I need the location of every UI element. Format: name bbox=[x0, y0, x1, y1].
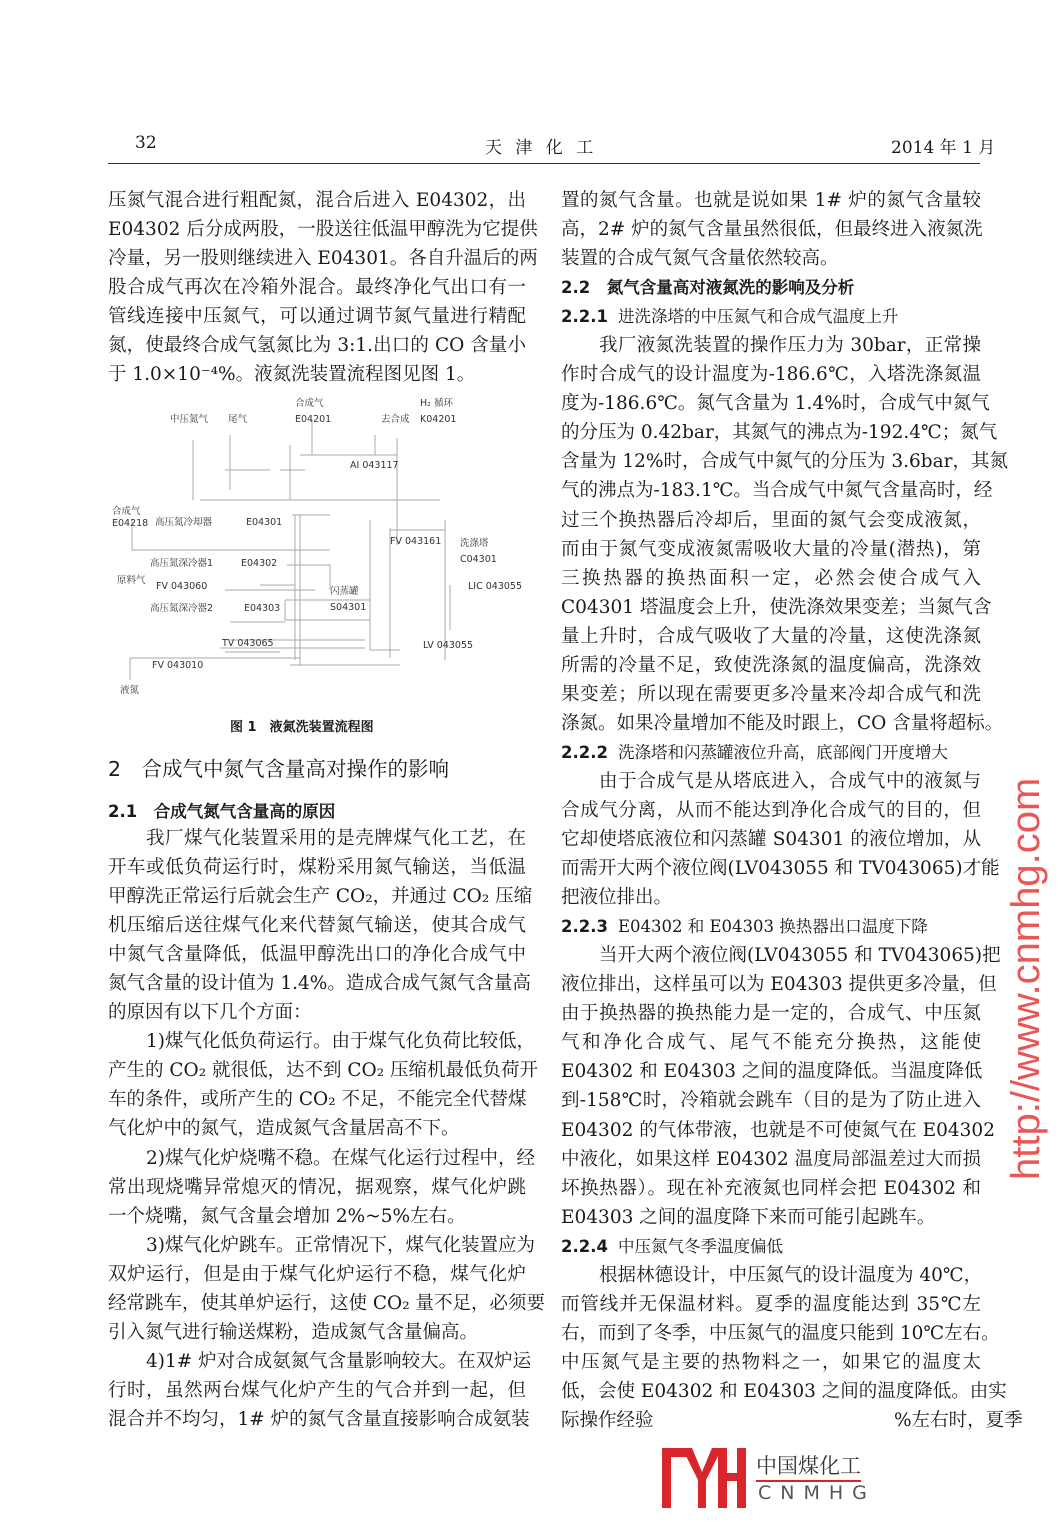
subsection-number: 2.2.4 bbox=[561, 1236, 608, 1256]
text-line: 把液位排出。 bbox=[561, 887, 673, 909]
right-column bbox=[561, 186, 1023, 1435]
text-line: 而由于氮气变成液氮需吸收大量的冷量(潜热)，第 bbox=[561, 538, 981, 560]
diagram-label: FV 043060 bbox=[156, 581, 208, 592]
text-line: 1)煤气化低负荷运行。由于煤气化负荷比较低， bbox=[146, 1031, 535, 1053]
logo-text-en: CNMHG bbox=[758, 1482, 876, 1504]
diagram-label: 原料气 bbox=[117, 575, 146, 586]
section-2-1-title: 2.1 合成气氮气含量高的原因 bbox=[108, 802, 336, 821]
subsection-title: 进洗涤塔的中压氮气和合成气温度上升 bbox=[617, 307, 899, 327]
diagram-label: 合成气 bbox=[295, 398, 324, 409]
text-line: 氮气含量的设计值为 1.4%。造成合成气氮气含量高 bbox=[108, 973, 531, 995]
text-line: 所需的冷量不足，致使洗涤氮的温度偏高，洗涤效 bbox=[561, 654, 981, 676]
header-rule bbox=[108, 163, 980, 164]
text-line: 中氮气含量降低，低温甲醇洗出口的净化合成气中 bbox=[108, 944, 526, 966]
subsection-heading bbox=[561, 1232, 981, 1261]
text-line: 产生的 CO₂ 就很低，达不到 CO₂ 压缩机最低负荷开 bbox=[108, 1060, 539, 1082]
diagram-label: LIC 043055 bbox=[468, 581, 523, 592]
text-line: 当开大两个液位阀(LV043055 和 TV043065)把 bbox=[599, 945, 1001, 967]
text-line: 合成气分离，从而不能达到净化合成气的目的，但 bbox=[561, 799, 981, 821]
text-line: 于 1.0×10⁻⁴%。液氮洗装置流程图见图 1。 bbox=[108, 364, 476, 386]
text-line: 我厂煤气化装置采用的是壳牌煤气化工艺，在 bbox=[146, 828, 526, 849]
text-line: 管线连接中压氮气，可以通过调节氮气量进行精配 bbox=[108, 306, 526, 328]
text-line: 右，而到了冬季，中压氮气的温度只能到 10℃左右。 bbox=[561, 1322, 1000, 1344]
text-line: 机压缩后送往煤气化来代替氮气输送，使其合成气 bbox=[108, 915, 526, 937]
subsection-heading: 2.2 氮气含量高对液氮洗的影响及分析 bbox=[561, 278, 855, 298]
diagram-label: 中压氮气 bbox=[170, 414, 209, 425]
diagram-label: FV 043010 bbox=[152, 660, 204, 671]
diagram-label: S04301 bbox=[330, 602, 367, 613]
text-line: 置的氮气含量。也就是说如果 1# 炉的氮气含量较 bbox=[561, 190, 981, 211]
diagram-label: E04302 bbox=[241, 558, 278, 569]
diagram-label: FV 043161 bbox=[390, 536, 442, 547]
subsection-title: E04302 和 E04303 换热器出口温度下降 bbox=[617, 917, 928, 937]
left-column-body bbox=[108, 824, 546, 1434]
left-column-top bbox=[108, 186, 538, 389]
diagram-label: H₂ 循环 bbox=[420, 398, 453, 409]
text-line: 低，会使 E04302 和 E04303 之间的温度降低。由实 bbox=[561, 1380, 1007, 1402]
diagram-label: E04218 bbox=[112, 518, 149, 529]
diagram-label: E04303 bbox=[244, 603, 281, 614]
text-line: E04303 之间的温度降下来而可能引起跳车。 bbox=[561, 1206, 936, 1228]
text-line: 行时，虽然两台煤气化炉产生的气合并到一起，但 bbox=[108, 1379, 526, 1401]
text-line: 三换热器的换热面积一定，必然会使合成气入 bbox=[561, 567, 981, 589]
text-line: 际操作经验 %左右时，夏季 bbox=[561, 1409, 1023, 1431]
text-line: 开车或低负荷运行时，煤粉采用氮气输送，当低温 bbox=[108, 857, 526, 879]
text-line: 作时合成气的设计温度为-186.6℃，入塔洗涤氮温 bbox=[561, 364, 981, 386]
text-line: 4)1# 炉对合成氨氮气含量影响较大。在双炉运 bbox=[146, 1350, 532, 1372]
text-line: 的分压为 0.42bar，其氮气的沸点为-192.4℃；氮气 bbox=[561, 422, 998, 444]
diagram-label: 尾气 bbox=[228, 414, 248, 425]
subsection-title: 洗涤塔和闪蒸罐液位升高，底部阀门开度增大 bbox=[617, 742, 948, 762]
diagram-label: 高压氮深冷器1 bbox=[150, 558, 214, 569]
text-line: 高，2# 炉的氮气含量虽然很低，但最终进入液氮洗 bbox=[561, 219, 983, 241]
diagram-label: 去合成 bbox=[381, 414, 410, 425]
text-line: 冷量，另一股则继续进入 E04301。各自升温后的两 bbox=[108, 248, 538, 270]
text-line: 涤氮。如果冷量增加不能及时跟上，CO 含量将超标。 bbox=[561, 712, 1004, 734]
text-line: 含量为 12%时，合成气中氮气的分压为 3.6bar，其氮 bbox=[561, 451, 1009, 473]
diagram-label: K04201 bbox=[420, 414, 457, 425]
page-number: 32 bbox=[135, 133, 157, 153]
text-line: 气化炉中的氮气，造成氮气含量居高不下。 bbox=[108, 1118, 460, 1140]
text-line: 中液化，如果这样 E04302 温度局部温差过大而损 bbox=[561, 1148, 981, 1170]
text-line: 混合并不均匀，1# 炉的氮气含量直接影响合成氨装 bbox=[108, 1408, 530, 1430]
diagram-label: 高压氮冷却器 bbox=[155, 517, 213, 528]
text-line: E04302 的气体带液，也就是不可使氮气在 E04302 bbox=[561, 1119, 995, 1141]
diagram-label: AI 043117 bbox=[350, 460, 399, 471]
watermark-url: http://www.cnmhg.com bbox=[1004, 777, 1048, 1180]
text-line: 由于换热器的换热能力是一定的，合成气、中压氮 bbox=[561, 1003, 981, 1025]
text-line: 度为-186.6℃。氮气含量为 1.4%时，合成气中氮气 bbox=[561, 393, 990, 415]
cnmhg-logo bbox=[662, 1448, 876, 1508]
text-line: 它却使塔底液位和闪蒸罐 S04301 的液位增加，从 bbox=[561, 829, 981, 851]
text-line: 而管线并无保温材料。夏季的温度能达到 35℃左 bbox=[561, 1293, 981, 1315]
text-line: E04302 后分成两股，一股送往低温甲醇洗为它提供 bbox=[108, 219, 538, 241]
logo-text-cn: 中国煤化工 bbox=[756, 1450, 861, 1482]
journal-name: 天 津 化 工 bbox=[485, 138, 598, 158]
text-line: 坏换热器）。现在补充液氮也同样会把 E04302 和 bbox=[561, 1177, 981, 1199]
text-line: 3)煤气化炉跳车。正常情况下，煤气化装置应为 bbox=[146, 1234, 535, 1256]
subsection-heading bbox=[561, 302, 981, 331]
text-line: 气和净化合成气、尾气不能充分换热，这能使 bbox=[561, 1032, 981, 1054]
subsection-number: 2.2.3 bbox=[561, 917, 608, 937]
text-line: 压氮气混合进行粗配氮，混合后进入 E04302，出 bbox=[108, 190, 526, 211]
text-line: 常出现烧嘴异常熄灭的情况，据观察，煤气化炉跳 bbox=[108, 1176, 526, 1198]
text-line: 气的沸点为-183.1℃。当合成气中氮气含量高时，经 bbox=[561, 480, 993, 502]
diagram-label: 洗涤塔 bbox=[460, 538, 489, 549]
figure-caption: 图 1 液氮洗装置流程图 bbox=[230, 720, 374, 735]
diagram-label: 高压氮深冷器2 bbox=[150, 603, 214, 614]
diagram-label: 液氮 bbox=[120, 685, 140, 696]
text-line: 2)煤气化炉烧嘴不稳。在煤气化运行过程中，经 bbox=[146, 1147, 535, 1169]
diagram-label: 合成气 bbox=[112, 506, 141, 517]
text-line: 过三个换热器后冷却后，里面的氮气会变成液氮， bbox=[561, 509, 981, 531]
text-line: 果变差；所以现在需要更多冷量来冷却合成气和洗 bbox=[561, 683, 981, 705]
text-line: 的原因有以下几个方面： bbox=[108, 1002, 312, 1024]
diagram-label: C04301 bbox=[460, 554, 497, 565]
subsection-heading bbox=[561, 912, 981, 941]
subsection-heading bbox=[561, 738, 981, 767]
subsection-title: 中压氮气冬季温度偏低 bbox=[617, 1236, 783, 1256]
text-line: 双炉运行，但是由于煤气化炉运行不稳，煤气化炉 bbox=[108, 1263, 526, 1285]
text-line: 量上升时，合成气吸收了大量的冷量，这使洗涤氮 bbox=[561, 625, 981, 647]
subsection-number: 2.2.2 bbox=[561, 742, 608, 762]
diagram-label: E04301 bbox=[246, 517, 283, 528]
text-line: 甲醇洗正常运行后就会生产 CO₂，并通过 CO₂ 压缩 bbox=[108, 886, 533, 908]
text-line: 装置的合成气氮气含量依然较高。 bbox=[561, 248, 839, 270]
text-line: 到-158℃时，冷箱就会跳车（目的是为了防止进入 bbox=[561, 1090, 981, 1112]
text-line: 而需开大两个液位阀(LV043055 和 TV043065)才能 bbox=[561, 858, 1000, 880]
diagram-label: LV 043055 bbox=[423, 640, 474, 651]
text-line: 股合成气再次在冷箱外混合。最终净化气出口有一 bbox=[108, 277, 526, 299]
text-line: 液位排出，这样虽可以为 E04303 提供更多冷量，但 bbox=[561, 974, 997, 996]
figure-1-flow-diagram bbox=[100, 390, 540, 710]
text-line: 车的条件，或所产生的 CO₂ 不足，不能完全代替煤 bbox=[108, 1089, 527, 1111]
text-line: C04301 塔温度会上升，使洗涤效果变差；当氮气含 bbox=[561, 596, 992, 618]
text-line: 根据林德设计，中压氮气的设计温度为 40℃， bbox=[599, 1264, 983, 1286]
text-line: 引入氮气进行输送煤粉，造成氮气含量偏高。 bbox=[108, 1321, 479, 1343]
text-line: 中压氮气是主要的热物料之一，如果它的温度太 bbox=[561, 1351, 981, 1373]
logo-mark-icon bbox=[662, 1448, 746, 1508]
diagram-label: TV 043065 bbox=[222, 638, 274, 649]
text-line: 氮，使最终合成气氢氮比为 3:1.出口的 CO 含量小 bbox=[108, 335, 526, 357]
issue-date: 2014 年 1 月 bbox=[891, 138, 996, 158]
subsection-number: 2.2.1 bbox=[561, 307, 608, 327]
text-line: E04302 和 E04303 之间的温度降低。当温度降低 bbox=[561, 1061, 983, 1083]
text-line: 经常跳车，使其单炉运行，这使 CO₂ 量不足，必须要 bbox=[108, 1292, 546, 1314]
section-2-title: 2 合成气中氮气含量高对操作的影响 bbox=[108, 757, 450, 781]
text-line: 一个烧嘴，氮气含量会增加 2%~5%左右。 bbox=[108, 1205, 466, 1227]
text-line: 由于合成气是从塔底进入，合成气中的液氮与 bbox=[599, 770, 981, 792]
text-line: 我厂液氮洗装置的操作压力为 30bar，正常操 bbox=[599, 335, 981, 357]
diagram-label: E04201 bbox=[295, 414, 332, 425]
diagram-label: 闪蒸罐 bbox=[330, 586, 359, 597]
